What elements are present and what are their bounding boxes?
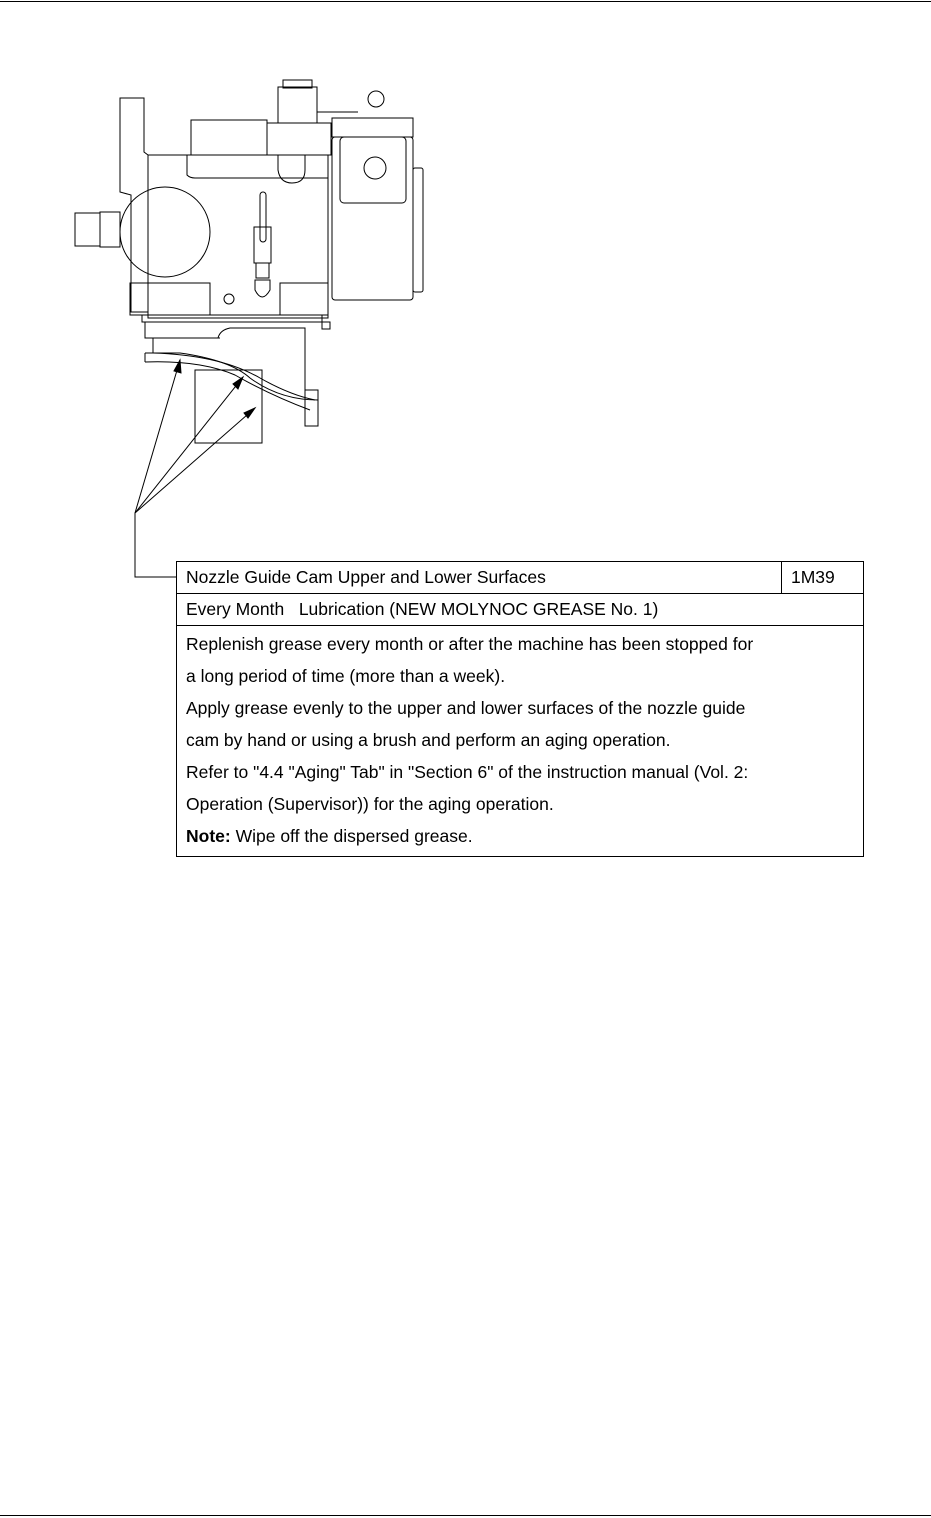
maintenance-info-table	[176, 561, 864, 857]
instruction-line: Refer to "4.4 "Aging" Tab" in "Section 6" of the instruction manual (Vol. 2:	[186, 762, 749, 782]
interval-and-task: Every Month Lubrication (NEW MOLYNOC GREASE No. 1)	[186, 599, 659, 619]
note-label: Note:	[186, 826, 231, 846]
instructions-body	[177, 626, 863, 856]
interval-row	[177, 594, 863, 626]
instruction-line: cam by hand or using a brush and perform an aging operation.	[186, 730, 671, 750]
nozzle-guide-cam-drawing	[0, 0, 931, 600]
note-text: Wipe off the dispersed grease.	[230, 826, 473, 846]
instruction-line: Apply grease evenly to the upper and lower surfaces of the nozzle guide	[186, 698, 746, 718]
instruction-line: Operation (Supervisor)) for the aging operation.	[186, 794, 554, 814]
machine-unit-illustration	[75, 80, 423, 443]
item-title: Nozzle Guide Cam Upper and Lower Surfaces	[177, 562, 782, 593]
instruction-line: a long period of time (more than a week).	[186, 666, 506, 686]
instruction-line: Replenish grease every month or after the machine has been stopped for	[186, 634, 754, 654]
footer-rule	[0, 1515, 931, 1516]
note-line	[186, 820, 854, 852]
item-code: 1M39	[791, 567, 835, 587]
table-header-row	[177, 562, 863, 594]
